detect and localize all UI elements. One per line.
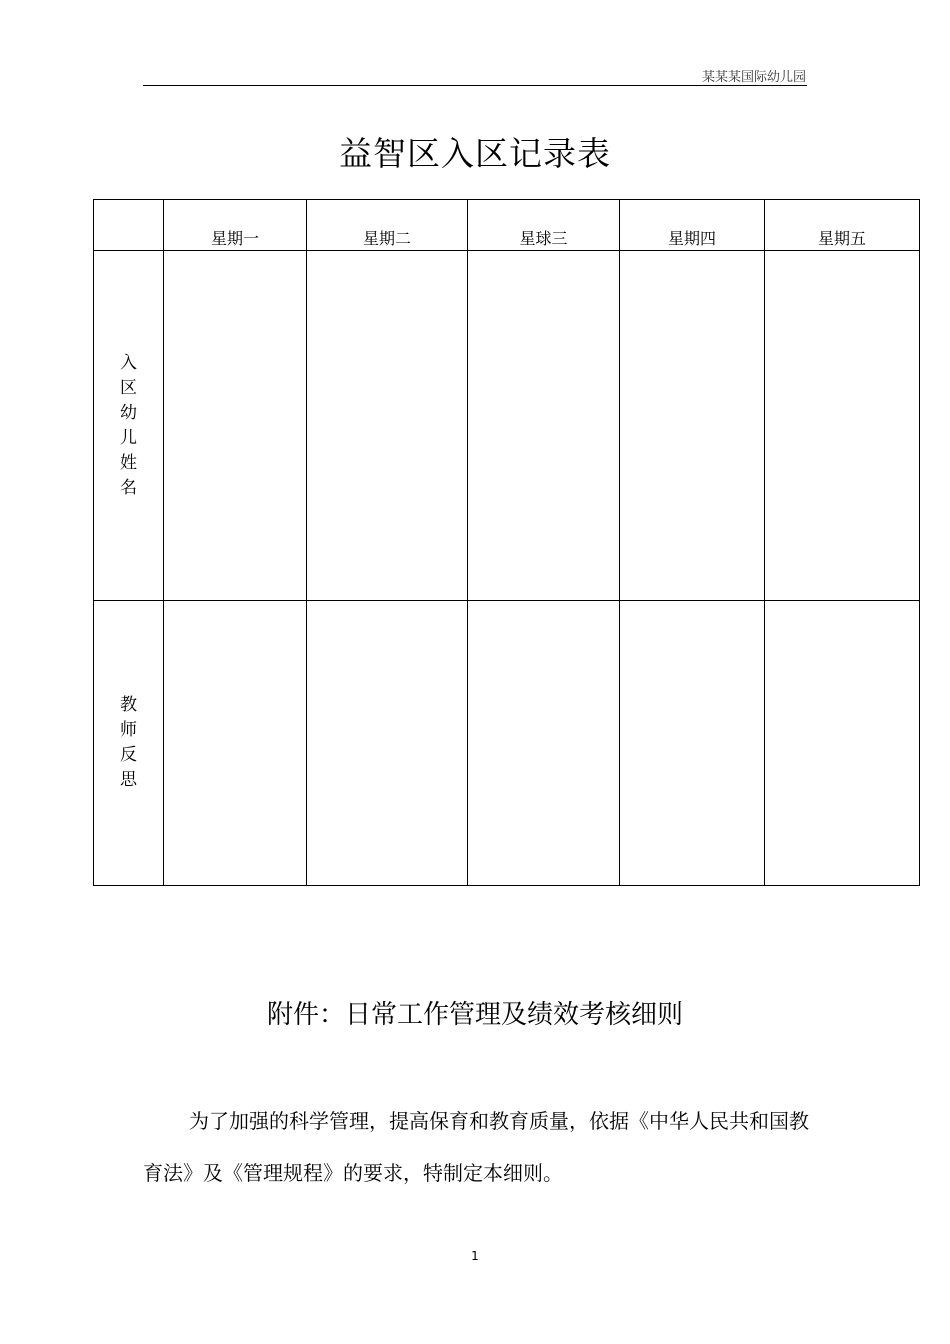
row-label-char: 反 xyxy=(120,745,137,765)
body-paragraph: 为了加强的科学管理，提高保育和教育质量，依据《中华人民共和国教育法》及《管理规程》的要求，特制定本细则。 xyxy=(143,1109,809,1185)
row-label-char: 思 xyxy=(120,770,137,790)
row-label-char: 区 xyxy=(120,377,137,398)
table-row xyxy=(94,601,920,886)
table-corner-cell xyxy=(94,200,164,251)
row-label-char: 姓 xyxy=(120,452,137,473)
column-header: 星期一 xyxy=(164,200,307,251)
table-cell[interactable] xyxy=(765,601,920,886)
section-title: 附件：日常工作管理及绩效考核细则 xyxy=(266,1000,683,1030)
column-header: 星期五 xyxy=(765,200,920,251)
column-header: 星期四 xyxy=(620,200,765,251)
table-cell[interactable] xyxy=(307,251,468,601)
row-label-char: 教 xyxy=(120,695,137,715)
row-label-char: 幼 xyxy=(120,402,137,423)
record-table xyxy=(93,199,920,886)
page-number: 1 xyxy=(471,1249,479,1263)
row-label-char: 师 xyxy=(120,720,137,740)
table-cell[interactable] xyxy=(620,251,765,601)
header-org-name: 某某某国际幼儿园 xyxy=(701,70,806,85)
table-cell[interactable] xyxy=(765,251,920,601)
table-cell[interactable] xyxy=(164,251,307,601)
table-row xyxy=(94,251,920,601)
row-label-char: 儿 xyxy=(120,427,137,448)
row-label-char: 入 xyxy=(120,352,137,373)
table-cell[interactable] xyxy=(620,601,765,886)
row-label-child-names xyxy=(94,251,164,601)
row-label-teacher-reflection xyxy=(94,601,164,886)
table-cell[interactable] xyxy=(307,601,468,886)
table-cell[interactable] xyxy=(468,601,620,886)
table-cell[interactable] xyxy=(468,251,620,601)
column-header: 星球三 xyxy=(468,200,620,251)
table-header-row xyxy=(94,200,920,251)
row-label-char: 名 xyxy=(120,477,137,498)
column-header: 星期二 xyxy=(307,200,468,251)
table-cell[interactable] xyxy=(164,601,307,886)
header-rule xyxy=(143,85,807,86)
page-title: 益智区入区记录表 xyxy=(339,134,611,173)
